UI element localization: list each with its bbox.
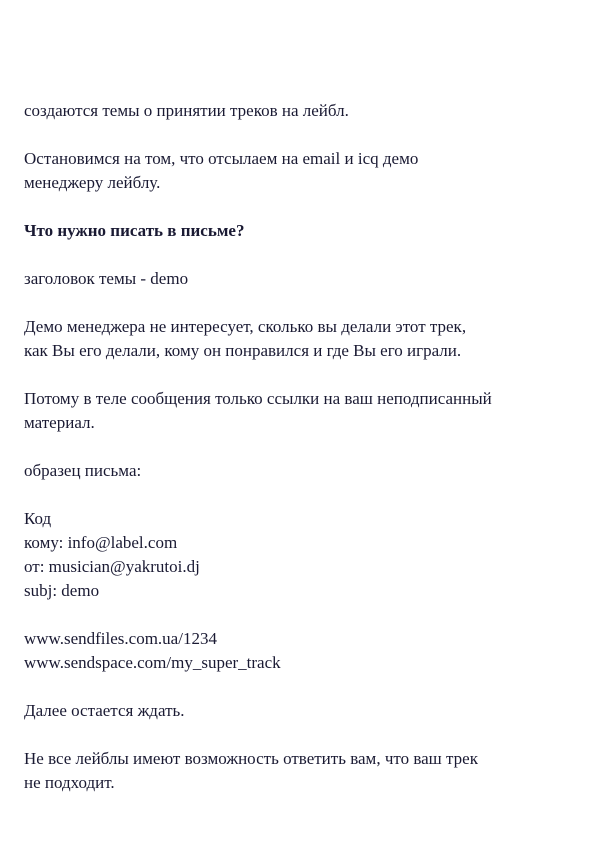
code-to-line: кому: info@label.com [24, 533, 178, 552]
link-sendfiles: www.sendfiles.com.ua/1234 [24, 629, 217, 648]
paragraph-subject [24, 267, 574, 291]
paragraph-manager [24, 315, 574, 363]
paragraph-wait [24, 699, 574, 723]
code-subj-line: subj: demo [24, 581, 100, 600]
paragraph-topics [24, 99, 574, 123]
text-line: Далее остается ждать. [24, 701, 185, 720]
paragraph-note [24, 747, 574, 795]
text-line: заголовок темы - demo [24, 269, 189, 288]
text-line: менеджеру лейблу. [24, 173, 161, 192]
section-heading [24, 219, 574, 243]
text-line: Остановимся на том, что отсылаем на email и icq демо [24, 149, 419, 168]
paragraph-links-only [24, 387, 574, 435]
code-block [24, 507, 574, 603]
paragraph-send-demo [24, 147, 574, 195]
code-label: Код [24, 509, 52, 528]
code-from-line: от: musician@yakrutoi.dj [24, 557, 200, 576]
document-page [24, 99, 574, 819]
link-sendspace: www.sendspace.com/my_super_track [24, 653, 281, 672]
text-line: образец письма: [24, 461, 142, 480]
text-line: создаются темы о принятии треков на лейбл. [24, 101, 349, 120]
heading-text: Что нужно писать в письме? [24, 221, 245, 240]
text-line: как Вы его делали, кому он понравился и где Вы его играли. [24, 341, 462, 360]
text-line: не подходит. [24, 773, 115, 792]
text-line: Потому в теле сообщения только ссылки на ваш неподписанный [24, 389, 492, 408]
paragraph-sample-label [24, 459, 574, 483]
text-line: материал. [24, 413, 95, 432]
link-list [24, 627, 574, 675]
text-line: Демо менеджера не интересует, сколько вы делали этот трек, [24, 317, 467, 336]
text-line: Не все лейблы имеют возможность ответить вам, что ваш трек [24, 749, 478, 768]
